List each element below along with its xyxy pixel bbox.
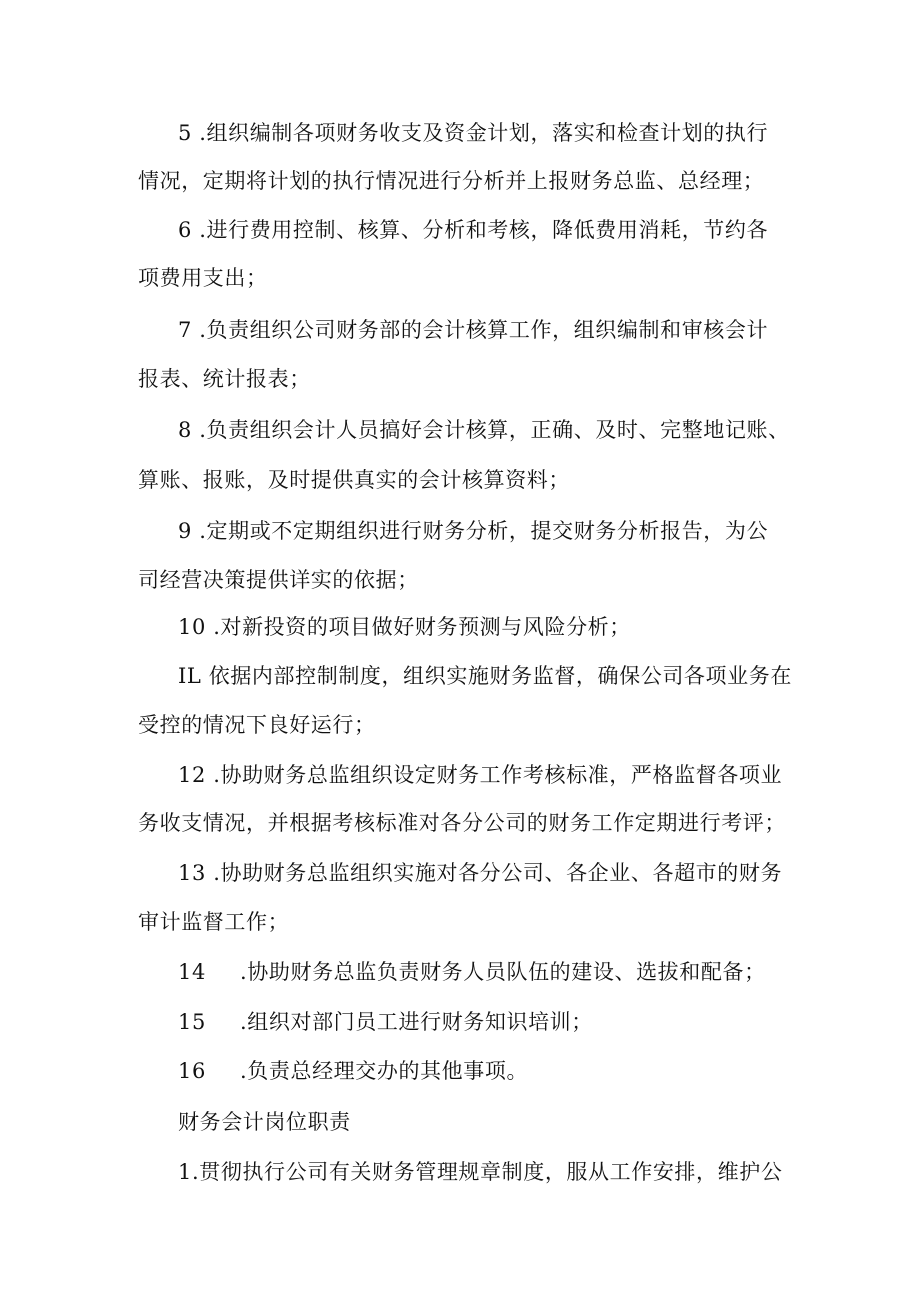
paragraph-line: 务收支情况，并根据考核标准对各分公司的财务工作定期进行考评； — [138, 811, 786, 835]
paragraph-line: 5 .组织编制各项财务收支及资金计划，落实和检查计划的执行 — [178, 121, 769, 145]
paragraph-line: 1.贯彻执行公司有关财务管理规章制度，服从工作安排，维护公 — [178, 1160, 783, 1184]
section-heading: 财务会计岗位职责 — [178, 1110, 351, 1134]
item-number: 15 — [178, 1010, 206, 1034]
paragraph-line: IL 依据内部控制制度，组织实施财务监督，确保公司各项业务在 — [178, 664, 792, 688]
item-text: .组织对部门员工进行财务知识培训； — [240, 1010, 593, 1034]
item-number: 14 — [178, 960, 206, 984]
item-text: .协助财务总监负责财务人员队伍的建设、选拔和配备； — [240, 960, 766, 984]
paragraph-line: 12 .协助财务总监组织设定财务工作考核标准，严格监督各项业 — [178, 763, 783, 787]
paragraph-line: 6 .进行费用控制、核算、分析和考核，降低费用消耗，节约各 — [178, 218, 769, 242]
paragraph-line: 8 .负责组织会计人员搞好会计核算，正确、及时、完整地记账、 — [178, 418, 790, 442]
paragraph-line: 报表、统计报表； — [138, 367, 311, 391]
paragraph-line: 受控的情况下良好运行； — [138, 713, 376, 737]
paragraph-line: 情况，定期将计划的执行情况进行分析并上报财务总监、总经理； — [138, 169, 765, 193]
paragraph-line: 9 .定期或不定期组织进行财务分析，提交财务分析报告，为公 — [178, 519, 769, 543]
item-number: 16 — [178, 1059, 206, 1083]
paragraph-line: 10 .对新投资的项目做好财务预测与风险分析； — [178, 615, 631, 639]
paragraph-line: 算账、报账，及时提供真实的会计核算资料； — [138, 468, 570, 492]
list-item — [178, 1007, 838, 1037]
list-item — [178, 957, 838, 987]
paragraph-line: 司经营决策提供详实的依据； — [138, 568, 419, 592]
paragraph-line: 7 .负责组织公司财务部的会计核算工作，组织编制和审核会计 — [178, 318, 769, 342]
list-item — [178, 1056, 838, 1086]
paragraph-line: 项费用支出； — [138, 266, 268, 290]
paragraph-line: 13 .协助财务总监组织实施对各分公司、各企业、各超市的财务 — [178, 861, 783, 885]
item-text: .负责总经理交办的其他事项。 — [240, 1059, 529, 1083]
paragraph-line: 审计监督工作； — [138, 910, 290, 934]
